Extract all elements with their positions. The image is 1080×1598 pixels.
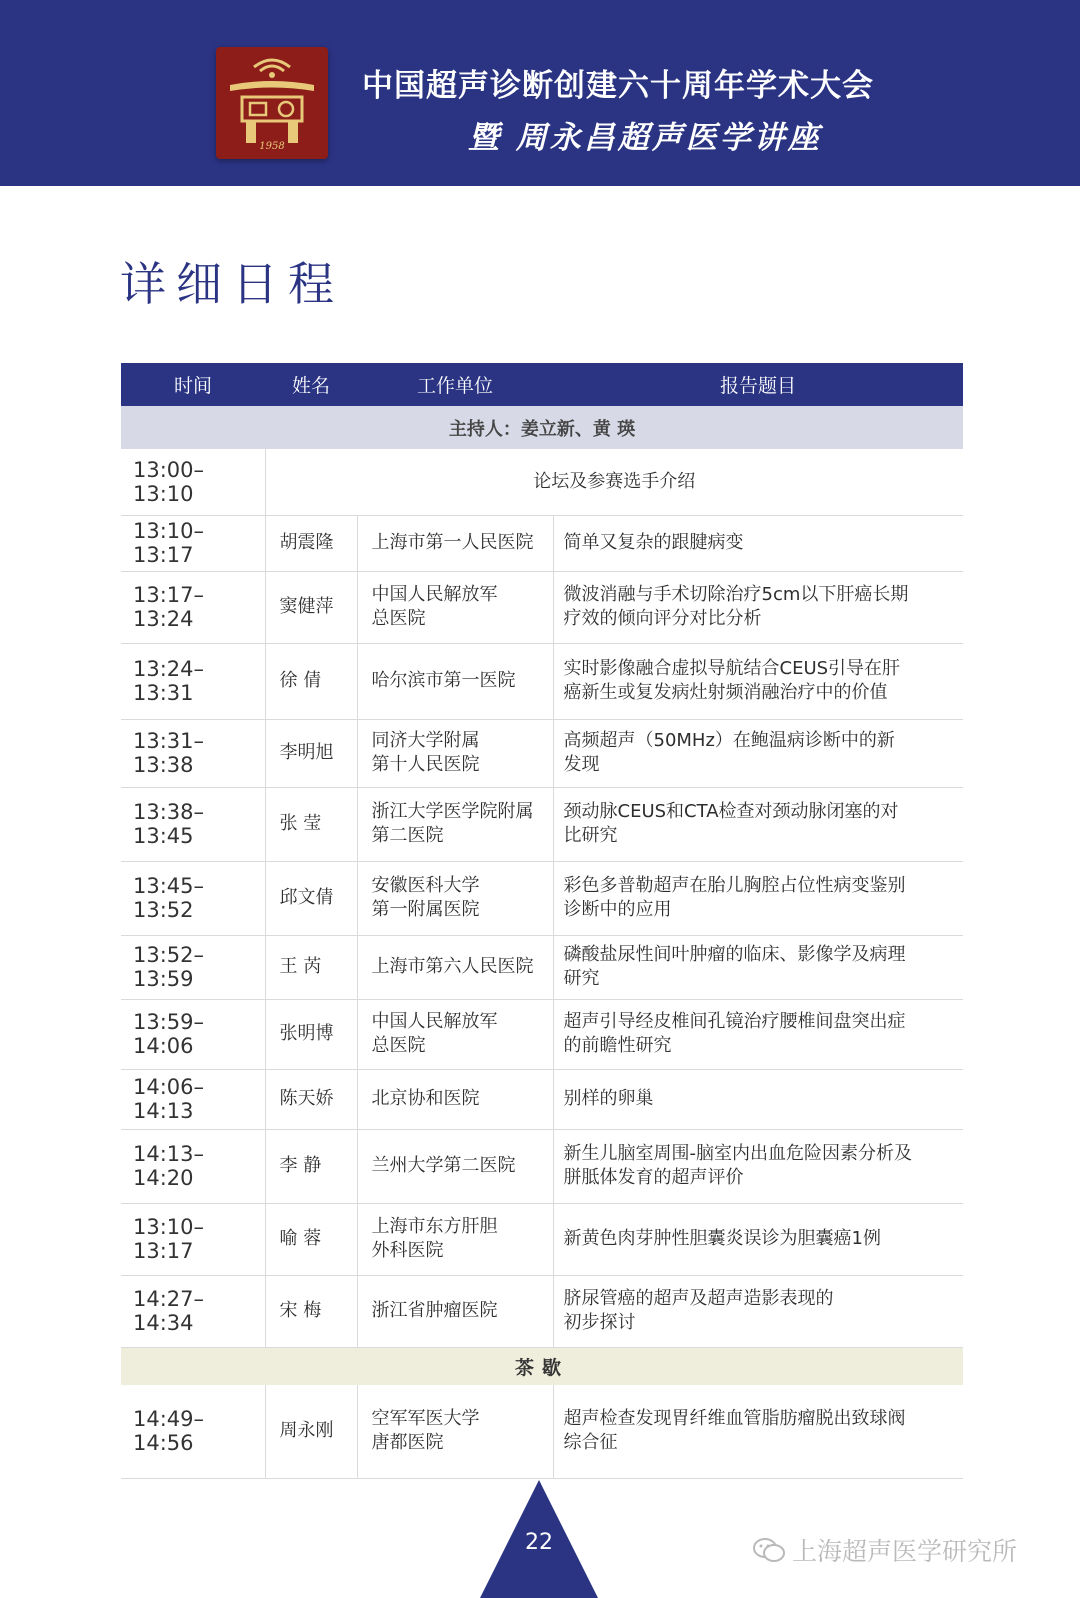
row-time: 13:10–13:17 [121, 515, 265, 571]
row-time: 14:49–14:56 [121, 1385, 265, 1479]
row-topic: 别样的卵巢 [553, 1069, 963, 1129]
row-unit: 浙江省肿瘤医院 [357, 1275, 553, 1347]
wechat-icon [752, 1536, 786, 1564]
table-row [121, 999, 963, 1069]
column-header-topic: 报告题目 [553, 363, 963, 406]
row-name: 张 莹 [265, 787, 357, 861]
intro-row [121, 449, 963, 515]
row-topic: 颈动脉CEUS和CTA检查对颈动脉闭塞的对 比研究 [553, 787, 963, 861]
row-time: 13:38–13:45 [121, 787, 265, 861]
row-time: 13:45–13:52 [121, 861, 265, 935]
column-header-unit: 工作单位 [357, 363, 553, 406]
row-unit: 兰州大学第二医院 [357, 1129, 553, 1203]
table-header-row [121, 363, 963, 406]
page-title: 详细日程 [120, 257, 344, 311]
row-topic: 微波消融与手术切除治疗5cm以下肝癌长期 疗效的倾向评分对比分析 [553, 571, 963, 643]
row-topic: 磷酸盐尿性间叶肿瘤的临床、影像学及病理 研究 [553, 935, 963, 999]
header-banner [0, 0, 1080, 186]
table-row [121, 1203, 963, 1275]
column-header-time: 时间 [121, 363, 265, 406]
row-name: 徐 倩 [265, 643, 357, 719]
row-name: 王 芮 [265, 935, 357, 999]
intro-time: 13:00–13:10 [121, 449, 265, 515]
row-topic: 实时影像融合虚拟导航结合CEUS引导在肝 癌新生或复发病灶射频消融治疗中的价值 [553, 643, 963, 719]
row-unit: 上海市第一人民医院 [357, 515, 553, 571]
table-row [121, 935, 963, 999]
row-time: 14:06–14:13 [121, 1069, 265, 1129]
row-unit: 同济大学附属 第十人民医院 [357, 719, 553, 787]
conference-subtitle: 暨 周永昌超声医学讲座 [468, 120, 822, 156]
table-row [121, 1275, 963, 1347]
row-name: 李明旭 [265, 719, 357, 787]
row-time: 14:27–14:34 [121, 1275, 265, 1347]
row-time: 13:31–13:38 [121, 719, 265, 787]
row-name: 喻 蓉 [265, 1203, 357, 1275]
row-topic: 脐尿管癌的超声及超声造影表现的 初步探讨 [553, 1275, 963, 1347]
row-name: 张明博 [265, 999, 357, 1069]
row-unit: 中国人民解放军 总医院 [357, 999, 553, 1069]
row-topic: 简单又复杂的跟腱病变 [553, 515, 963, 571]
row-name: 陈天娇 [265, 1069, 357, 1129]
row-name: 胡震隆 [265, 515, 357, 571]
page-number: 22 [525, 1530, 553, 1555]
row-name: 周永刚 [265, 1385, 357, 1479]
row-name: 窦健萍 [265, 571, 357, 643]
conference-logo [216, 47, 328, 159]
row-time: 13:17–13:24 [121, 571, 265, 643]
row-time: 13:24–13:31 [121, 643, 265, 719]
row-topic: 超声检查发现胃纤维血管脂肪瘤脱出致球阀 综合征 [553, 1385, 963, 1479]
logo-year: 1958 [259, 141, 285, 152]
row-name: 宋 梅 [265, 1275, 357, 1347]
column-header-name: 姓名 [265, 363, 357, 406]
row-topic: 新生儿脑室周围-脑室内出血危险因素分析及 胼胝体发育的超声评价 [553, 1129, 963, 1203]
schedule-table [121, 363, 963, 1479]
row-unit: 上海市第六人民医院 [357, 935, 553, 999]
row-topic: 超声引导经皮椎间孔镜治疗腰椎间盘突出症 的前瞻性研究 [553, 999, 963, 1069]
table-row [121, 1129, 963, 1203]
row-unit: 中国人民解放军 总医院 [357, 571, 553, 643]
table-row [121, 719, 963, 787]
tea-break-text: 茶歇 [121, 1347, 963, 1385]
row-topic: 新黄色肉芽肿性胆囊炎误诊为胆囊癌1例 [553, 1203, 963, 1275]
tea-break-row [121, 1347, 963, 1385]
row-time: 14:13–14:20 [121, 1129, 265, 1203]
table-row [121, 787, 963, 861]
watermark-text: 上海超声医学研究所 [792, 1537, 1018, 1566]
row-unit: 北京协和医院 [357, 1069, 553, 1129]
row-unit: 安徽医科大学 第一附属医院 [357, 861, 553, 935]
table-row [121, 1385, 963, 1479]
row-unit: 上海市东方肝胆 外科医院 [357, 1203, 553, 1275]
table-row [121, 1069, 963, 1129]
host-text: 主持人：姜立新、黄 瑛 [121, 406, 963, 449]
row-unit: 哈尔滨市第一医院 [357, 643, 553, 719]
wechat-watermark [752, 1530, 1017, 1570]
table-row [121, 515, 963, 571]
row-time: 13:59–14:06 [121, 999, 265, 1069]
row-name: 李 静 [265, 1129, 357, 1203]
host-row [121, 406, 963, 449]
row-unit: 空军军医大学 唐都医院 [357, 1385, 553, 1479]
row-time: 13:10–13:17 [121, 1203, 265, 1275]
row-name: 邱文倩 [265, 861, 357, 935]
table-row [121, 861, 963, 935]
table-row [121, 643, 963, 719]
row-time: 13:52–13:59 [121, 935, 265, 999]
row-topic: 彩色多普勒超声在胎儿胸腔占位性病变鉴别 诊断中的应用 [553, 861, 963, 935]
table-row [121, 571, 963, 643]
intro-text: 论坛及参赛选手介绍 [265, 449, 963, 515]
conference-title: 中国超声诊断创建六十周年学术大会 [362, 68, 874, 104]
row-unit: 浙江大学医学院附属 第二医院 [357, 787, 553, 861]
row-topic: 高频超声（50MHz）在鲍温病诊断中的新 发现 [553, 719, 963, 787]
